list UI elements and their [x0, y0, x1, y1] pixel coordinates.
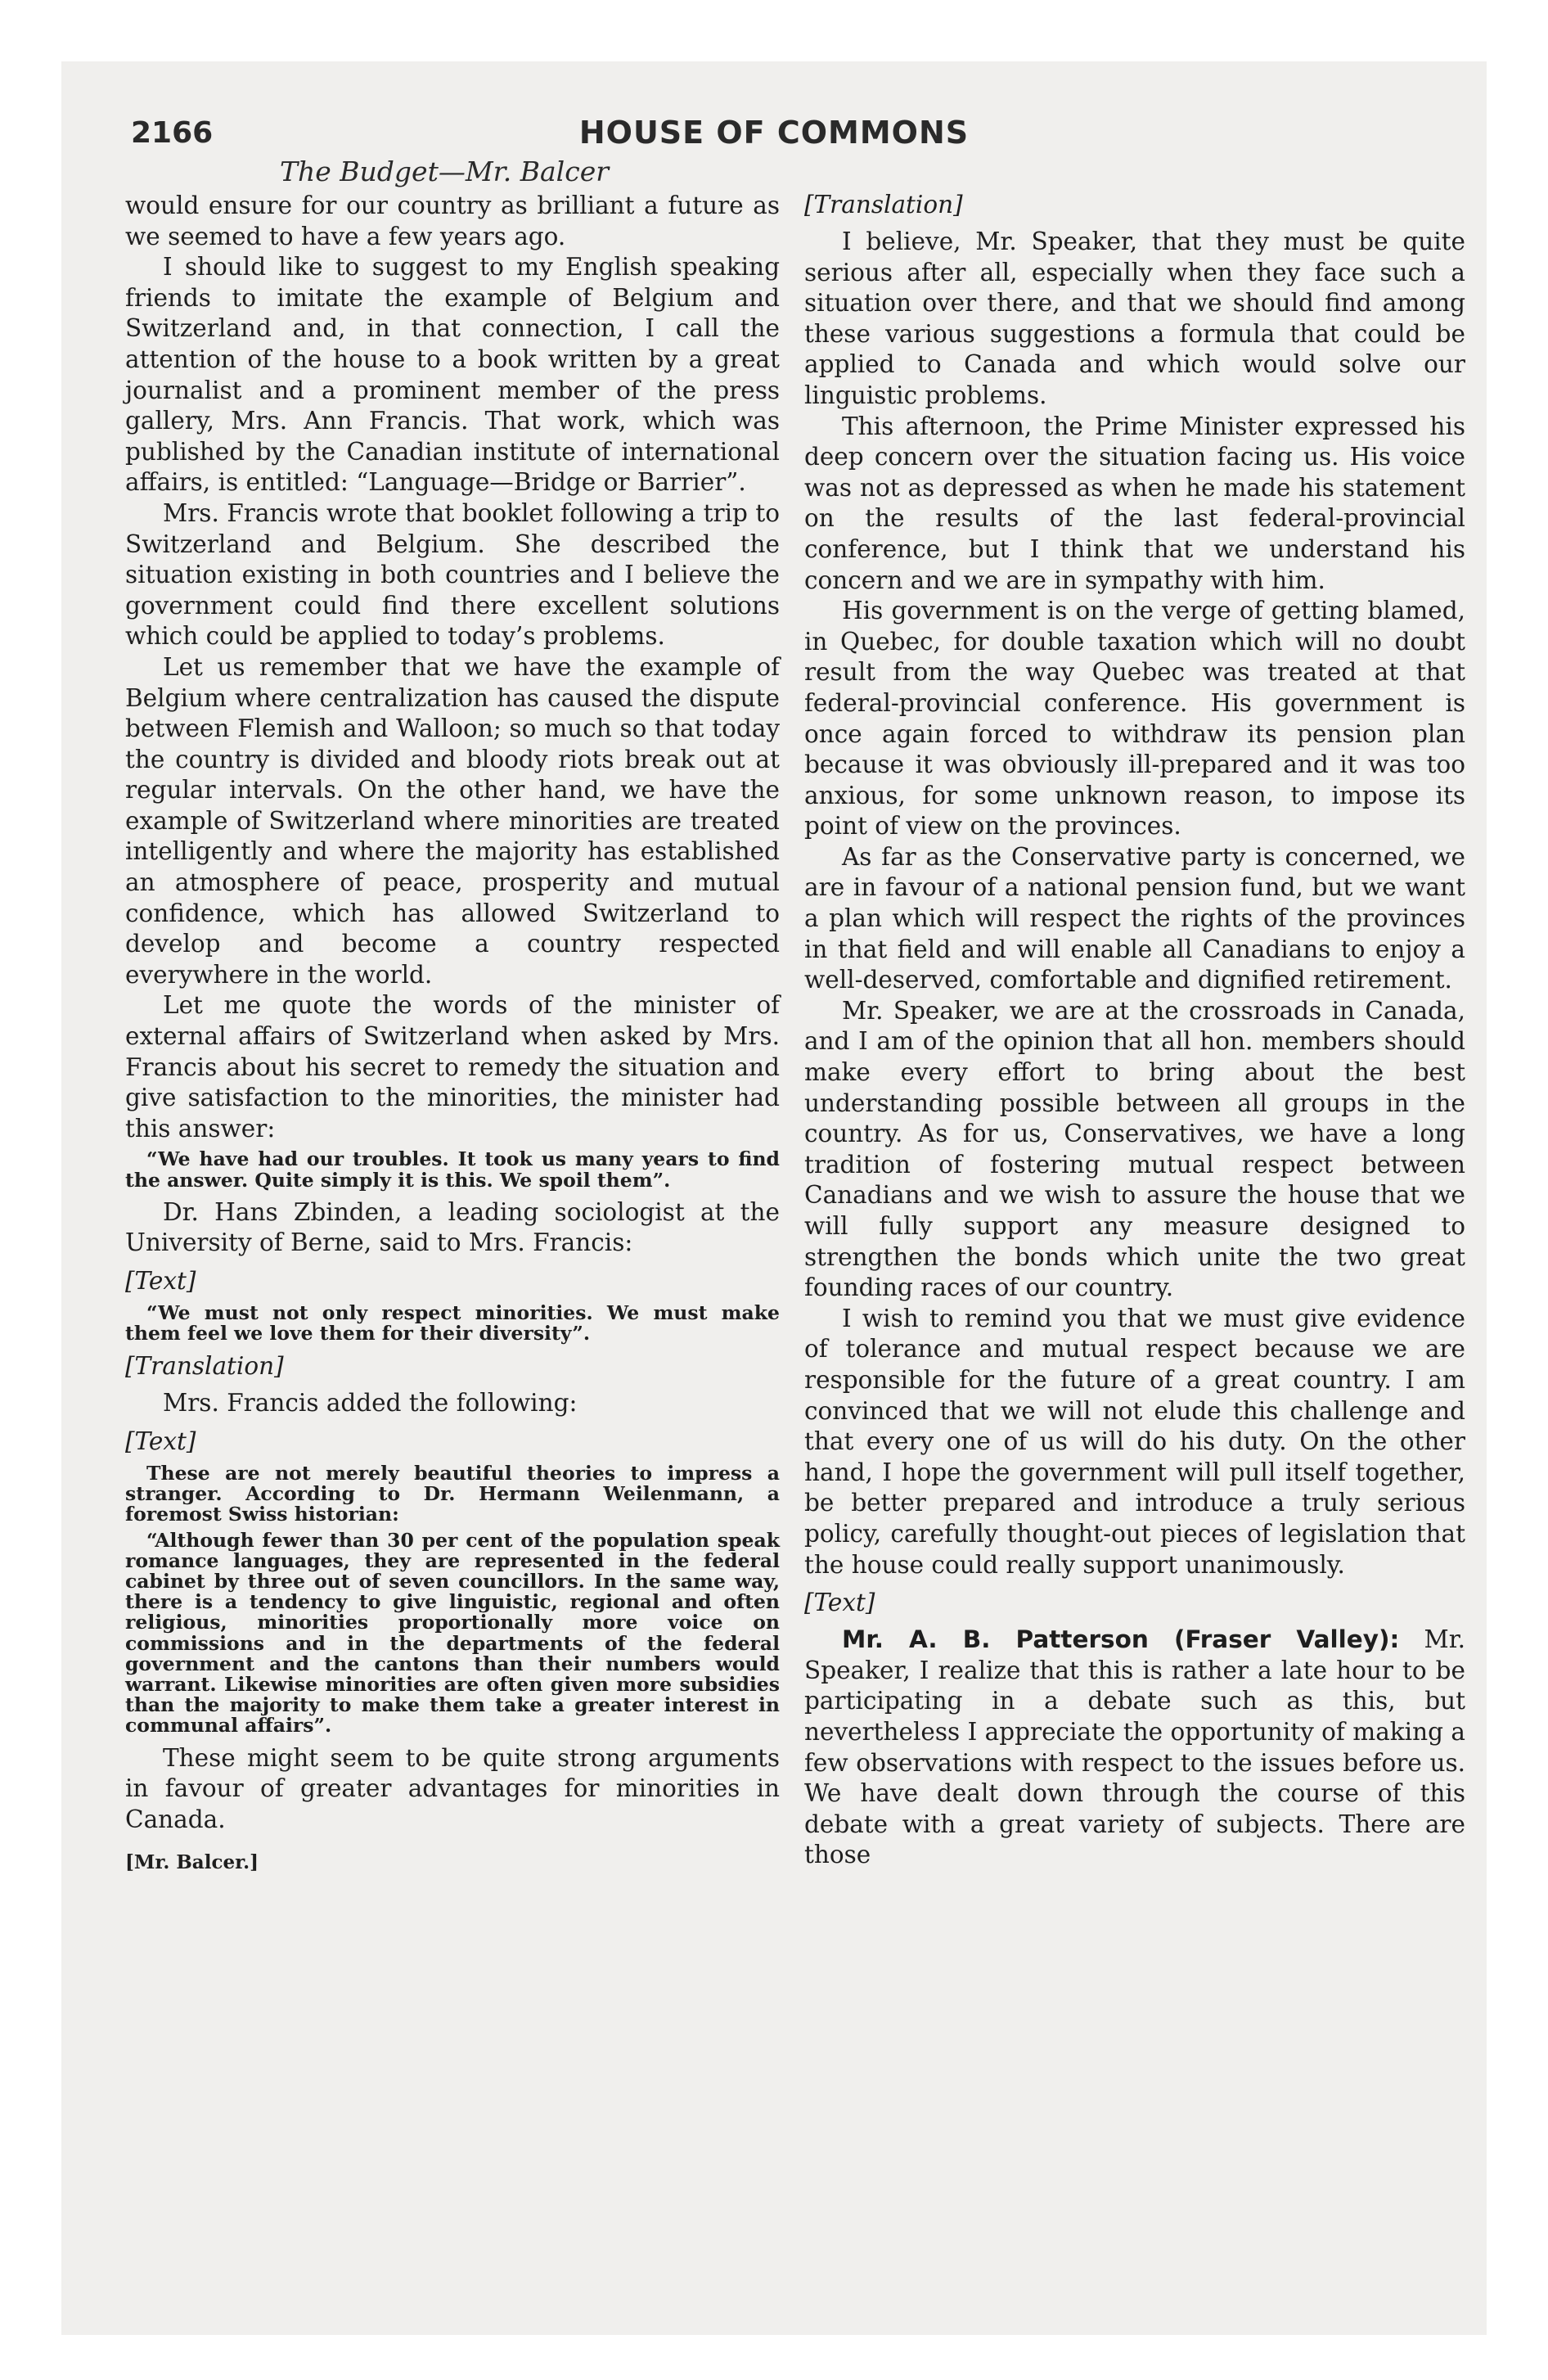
paragraph: I should like to suggest to my English speaking friends to imitate the example of Belgium and Switzerland and, in that connection, I call the attention of the house to a book written by a great journalist and a prominent member of the press gallery, Mrs. Ann Francis. That work, which was published by the Canadian institute of international affairs, is entitled: “Language—Bridge or Barrier”. — [125, 253, 780, 497]
note-paragraph: These are not merely beautiful theories to impress a stranger. According to Dr. Hermann Weilenmann, a foremost Swiss historian: — [125, 1462, 780, 1526]
paragraph: I wish to remind you that we must give evidence of tolerance and mutual respect because we are responsible for the future of a great country. I am convinced that we will not elude this challenge and that every one of us will do his duty. On the other hand, I hope the government will pull itself together, be better prepared and introduce a truly serious policy, carefully thought-out pieces of legislation that the house could really support unanimously. — [804, 1304, 1465, 1579]
language-tag: [Translation] — [125, 1352, 284, 1381]
paragraph: His government is on the verge of getting blamed, in Quebec, for double taxation which will no doubt result from the way Quebec was treated at that federal-provincial conference. His government is once again forced to withdraw its pension plan because it was obviously ill-prepared and it was too anxious, for some unknown reason, to impose its point of view on the provinces. — [804, 597, 1465, 841]
speaker-name: Mr. A. B. Patterson (Fraser Valley): — [842, 1625, 1400, 1654]
paragraph: As far as the Conservative party is concerned, we are in favour of a national pension fund, but we want a plan which will respect the rights of the provinces in that field and will enable all Canadians to enjoy a well-deserved, comfortable and dignified retirement. — [804, 842, 1465, 994]
running-head: HOUSE OF COMMONS — [578, 115, 970, 151]
paragraph: Let me quote the words of the minister of external affairs of Switzerland when asked by Mrs. Francis about his secret to remedy the situation and give satisfaction to the minorities, the minister had this answer: — [125, 991, 780, 1143]
paragraph: Dr. Hans Zbinden, a leading sociologist at the University of Berne, said to Mrs. Francis: — [125, 1197, 780, 1257]
block-quote: “We must not only respect minorities. We must make them feel we love them for their diversity”. — [125, 1301, 780, 1346]
right-column — [804, 191, 1465, 1871]
paragraph: Mrs. Francis wrote that booklet following a trip to Switzerland and Belgium. She described the situation existing in both countries and I believe the government could find there excellent solutions which could be applied to today’s problems. — [125, 498, 780, 651]
paragraph: This afternoon, the Prime Minister expressed his deep concern over the situation facing us. His voice was not as depressed as when he made his statement on the results of the last federal-provincial conference, but I think that we understand his concern and we are in sympathy with him. — [804, 412, 1465, 594]
paragraph: Let us remember that we have the example of Belgium where centralization has caused the dispute between Flemish and Walloon; so much so that today the country is divided and bloody riots break out at regular intervals. On the other hand, we have the example of Switzerland where minorities are treated intelligently and where the majority has established an atmosphere of peace, prosperity and mutual confidence, which has allowed Switzerland to develop and become a country respected everywhere in the world. — [125, 652, 780, 989]
language-tag: [Text] — [125, 1267, 196, 1295]
speech-text: Mr. Speaker, I realize that this is rather a late hour to be participating in a debate such as this, but nevertheless I appreciate the opportunity of making a few observations with respect to the issues before us. We have dealt down through the course of this debate with a great variety of subjects. There are those — [804, 1625, 1465, 1869]
block-quote: “Although fewer than 30 per cent of the population speak romance languages, they are represented in the federal cabinet by three out of seven councillors. In the same way, there is a tendency to give linguistic, regional and often religious, minorities proportionally more voice on commissions and in the departments of the federal government and the cantons than their numbers would warrant. Likewise minorities are often given more subsidies than the majority to make them take a greater interest in communal affairs”. — [125, 1528, 780, 1738]
page-number: 2166 — [131, 116, 214, 150]
paragraph: Mrs. Francis added the following: — [163, 1389, 578, 1418]
language-tag: [Text] — [804, 1589, 875, 1617]
block-quote: “We have had our troubles. It took us many years to find the answer. Quite simply it is this. We spoil them”. — [125, 1147, 780, 1192]
speaker-footer-tag: [Mr. Balcer.] — [125, 1851, 259, 1874]
paragraph: would ensure for our country as brilliant a future as we seemed to have a few years ago. — [125, 192, 780, 250]
paragraph: I believe, Mr. Speaker, that they must be quite serious after all, especially when they face such a situation over there, and that we should find among these various suggestions a formula that could be applied to Canada and which would solve our linguistic problems. — [804, 228, 1465, 409]
paragraph — [804, 1625, 1465, 1871]
left-column — [125, 191, 780, 1873]
language-tag: [Text] — [125, 1427, 196, 1455]
subhead: The Budget—Mr. Balcer — [280, 156, 610, 187]
paragraph: Mr. Speaker, we are at the crossroads in Canada, and I am of the opinion that all hon. members should make every effort to bring about the best understanding possible between all groups in the country. As for us, Conservatives, we have a long tradition of fostering mutual respect between Canadians and we wish to assure the house that we will fully support any measure designed to strengthen the bonds which unite the two great founding races of our country. — [804, 996, 1465, 1302]
language-tag: [Translation] — [804, 191, 963, 219]
paragraph: These might seem to be quite strong arguments in favour of greater advantages for minorities in Canada. — [125, 1743, 780, 1833]
